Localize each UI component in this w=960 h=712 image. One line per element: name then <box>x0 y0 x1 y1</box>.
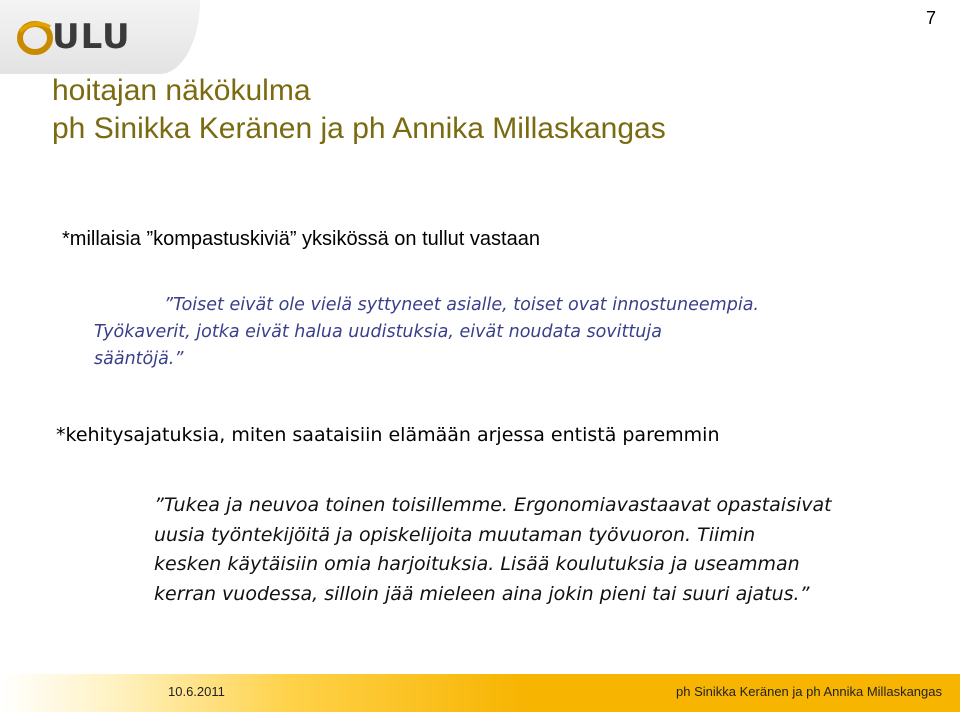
page-number: 7 <box>925 8 936 28</box>
oulu-logo-ring-icon <box>14 17 54 57</box>
footer-bar <box>0 674 960 712</box>
quote-line: ”Toiset eivät ole vielä syttyneet asialle, toiset ovat innostuneempia. <box>164 295 759 315</box>
quote-line: Työkaverit, jotka eivät halua uudistuksia, eivät noudata sovittuja <box>94 322 662 342</box>
slide-title <box>52 72 666 148</box>
quote-line: ”Tukea ja neuvoa toinen toisillemme. Ergonomiavastaavat opastaisivat <box>154 494 832 516</box>
quote-line: kesken käytäisiin omia harjoituksia. Lisää koulutuksia ja useamman <box>154 553 800 575</box>
quote-line: kerran vuodessa, silloin jää mieleen aina jokin pieni tai suuri ajatus.” <box>154 582 810 605</box>
title-line-1: hoitajan näkökulma <box>52 74 311 107</box>
oulu-logo <box>14 12 131 62</box>
footer-authors: ph Sinikka Keränen ja ph Annika Millaskangas <box>676 684 942 699</box>
footer-date: 10.6.2011 <box>168 684 225 699</box>
logo-text: ULU <box>52 17 131 57</box>
logo-area <box>0 0 200 74</box>
bullet-obstacles: *millaisia ”kompastuskiviä” yksikössä on tullut vastaan <box>62 228 540 250</box>
quote-line: sääntöjä.” <box>94 349 184 369</box>
quote-development-ideas <box>154 491 944 609</box>
bullet-development-ideas: *kehitysajatuksia, miten saataisiin elämään arjessa entistä paremmin <box>56 424 720 446</box>
quote-obstacles <box>94 292 854 373</box>
title-line-2: ph Sinikka Keränen ja ph Annika Millaskangas <box>52 112 666 145</box>
quote-line: uusia työntekijöitä ja opiskelijoita muutaman työvuoron. Tiimin <box>154 523 756 546</box>
